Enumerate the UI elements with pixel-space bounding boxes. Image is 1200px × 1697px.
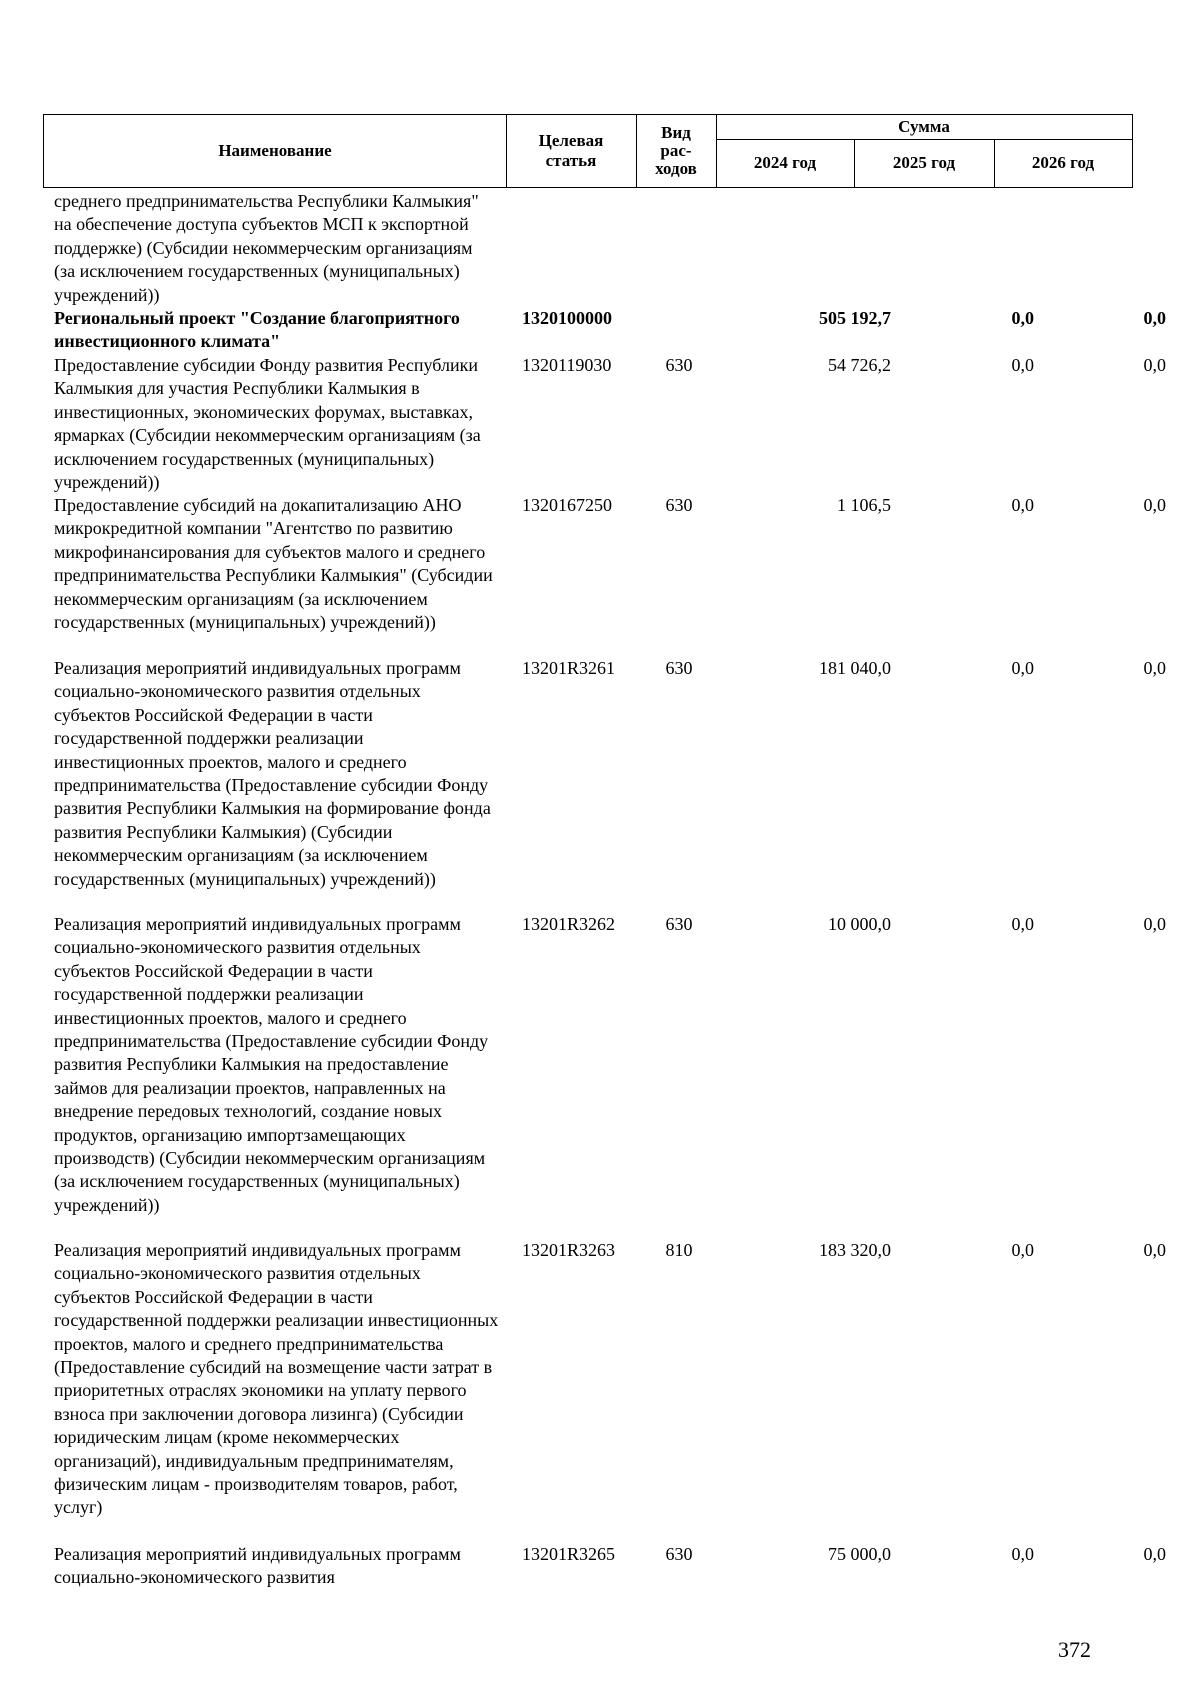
row-name: Предоставление субсидий на докапитализацию АНО микрокредитной компании "Агентство по развитию микрофинансирования для субъектов малого и среднего предпринимательства Республики Калмыкия" (Субсидии некоммерческим организациям (за исключением государственных (муниципальных) учреждений)) <box>54 495 493 633</box>
row-amount-2026: 0,0 <box>1143 1544 1166 1564</box>
header-target: Целевая статья <box>538 131 604 170</box>
table-header <box>43 114 1133 188</box>
row-amount-2025: 0,0 <box>1011 1240 1034 1260</box>
header-name: Наименование <box>218 141 332 160</box>
header-2024: 2024 год <box>753 153 817 172</box>
row-code: 1320167250 <box>522 495 612 515</box>
row-amount-2025: 0,0 <box>1011 308 1034 328</box>
row-name: Реализация мероприятий индивидуальных программ социально-экономического развития отдельных субъектов Российской Федерации в части государственной поддержки реализации инвестиционных проектов, малого и среднего предпринимательства (Предоставление субсидии Фонду развития Республики Калмыкия на формирование фонда развития Республики Калмыкия) (Субсидии некоммерческим организациям (за исключением государственных (муниципальных) учреждений)) <box>54 658 491 889</box>
row-name: Реализация мероприятий индивидуальных программ социально-экономического развития отдельных субъектов Российской Федерации в части государственной поддержки реализации инвестиционных проектов, малого и среднего предпринимательства (Предоставление субсидии Фонду развития Республики Калмыкия на предоставление займов для реализации проектов, направленных на внедрение передовых технологий, создание новых продуктов, организацию импортзамещающих производств) (Субсидии некоммерческим организациям (за исключением государственных (муниципальных) учреждений)) <box>54 914 489 1215</box>
row-amount-2024: 505 192,7 <box>819 308 891 328</box>
row-amount-2024: 183 320,0 <box>819 1240 891 1260</box>
row-amount-2025: 0,0 <box>1011 1544 1034 1564</box>
row-name: Региональный проект "Создание благоприятного инвестиционного климата" <box>54 308 460 352</box>
row-amount-2025: 0,0 <box>1011 914 1034 934</box>
header-vid: Вид рас- ходов <box>655 123 697 178</box>
row-amount-2026: 0,0 <box>1143 914 1166 934</box>
row-amount-2025: 0,0 <box>1011 658 1034 678</box>
row-name: среднего предпринимательства Республики Калмыкия" на обеспечение доступа субъектов МСП к экспортной поддержке) (Субсидии некоммерческим организациям (за исключением государственных (муниципальных) учреждений)) <box>54 191 479 305</box>
row-amount-2024: 181 040,0 <box>819 658 891 678</box>
page-number: 372 <box>1058 1637 1091 1662</box>
row-amount-2024: 75 000,0 <box>828 1544 891 1564</box>
row-amount-2025: 0,0 <box>1011 355 1034 375</box>
row-name: Реализация мероприятий индивидуальных программ социально-экономического развития <box>54 1544 461 1588</box>
row-amount-2026: 0,0 <box>1143 495 1166 515</box>
row-code: 13201R3265 <box>522 1544 616 1564</box>
row-code: 13201R3262 <box>522 914 616 934</box>
row-code: 1320100000 <box>522 308 612 328</box>
header-2026: 2026 год <box>1031 153 1095 172</box>
row-vid: 630 <box>665 658 693 678</box>
row-amount-2024: 10 000,0 <box>828 914 891 934</box>
row-amount-2024: 1 106,5 <box>837 495 891 515</box>
row-code: 13201R3263 <box>522 1240 616 1260</box>
row-amount-2025: 0,0 <box>1011 495 1034 515</box>
row-vid: 630 <box>665 914 693 934</box>
row-name: Предоставление субсидии Фонду развития Республики Калмыкия для участия Республики Калмыкия в инвестиционных, экономических форумах, выставках, ярмарках (Субсидии некоммерческим организациям (за исключением государственных (муниципальных) учреждений)) <box>54 355 481 493</box>
row-amount-2026: 0,0 <box>1143 658 1166 678</box>
row-name: Реализация мероприятий индивидуальных программ социально-экономического развития отдельных субъектов Российской Федерации в части государственной поддержки реализации инвестиционных проектов, малого и среднего предпринимательства (Предоставление субсидий на возмещение части затрат в приоритетных отраслях экономики на уплату первого взноса при заключении договора лизинга) (Субсидии юридическим лицам (кроме некоммерческих организаций), индивидуальным предпринимателям, физическим лицам - производителям товаров, работ, услуг) <box>54 1240 499 1518</box>
row-code: 1320119030 <box>522 355 612 375</box>
row-vid: 630 <box>665 495 693 515</box>
row-amount-2026: 0,0 <box>1143 1240 1166 1260</box>
row-amount-2026: 0,0 <box>1143 308 1166 328</box>
row-amount-2026: 0,0 <box>1143 355 1166 375</box>
row-vid: 630 <box>665 355 693 375</box>
header-2025: 2025 год <box>892 153 956 172</box>
row-vid: 810 <box>665 1240 693 1260</box>
row-amount-2024: 54 726,2 <box>828 355 891 375</box>
row-code: 13201R3261 <box>522 658 616 678</box>
row-vid: 630 <box>665 1544 693 1564</box>
header-sum: Сумма <box>898 117 950 136</box>
